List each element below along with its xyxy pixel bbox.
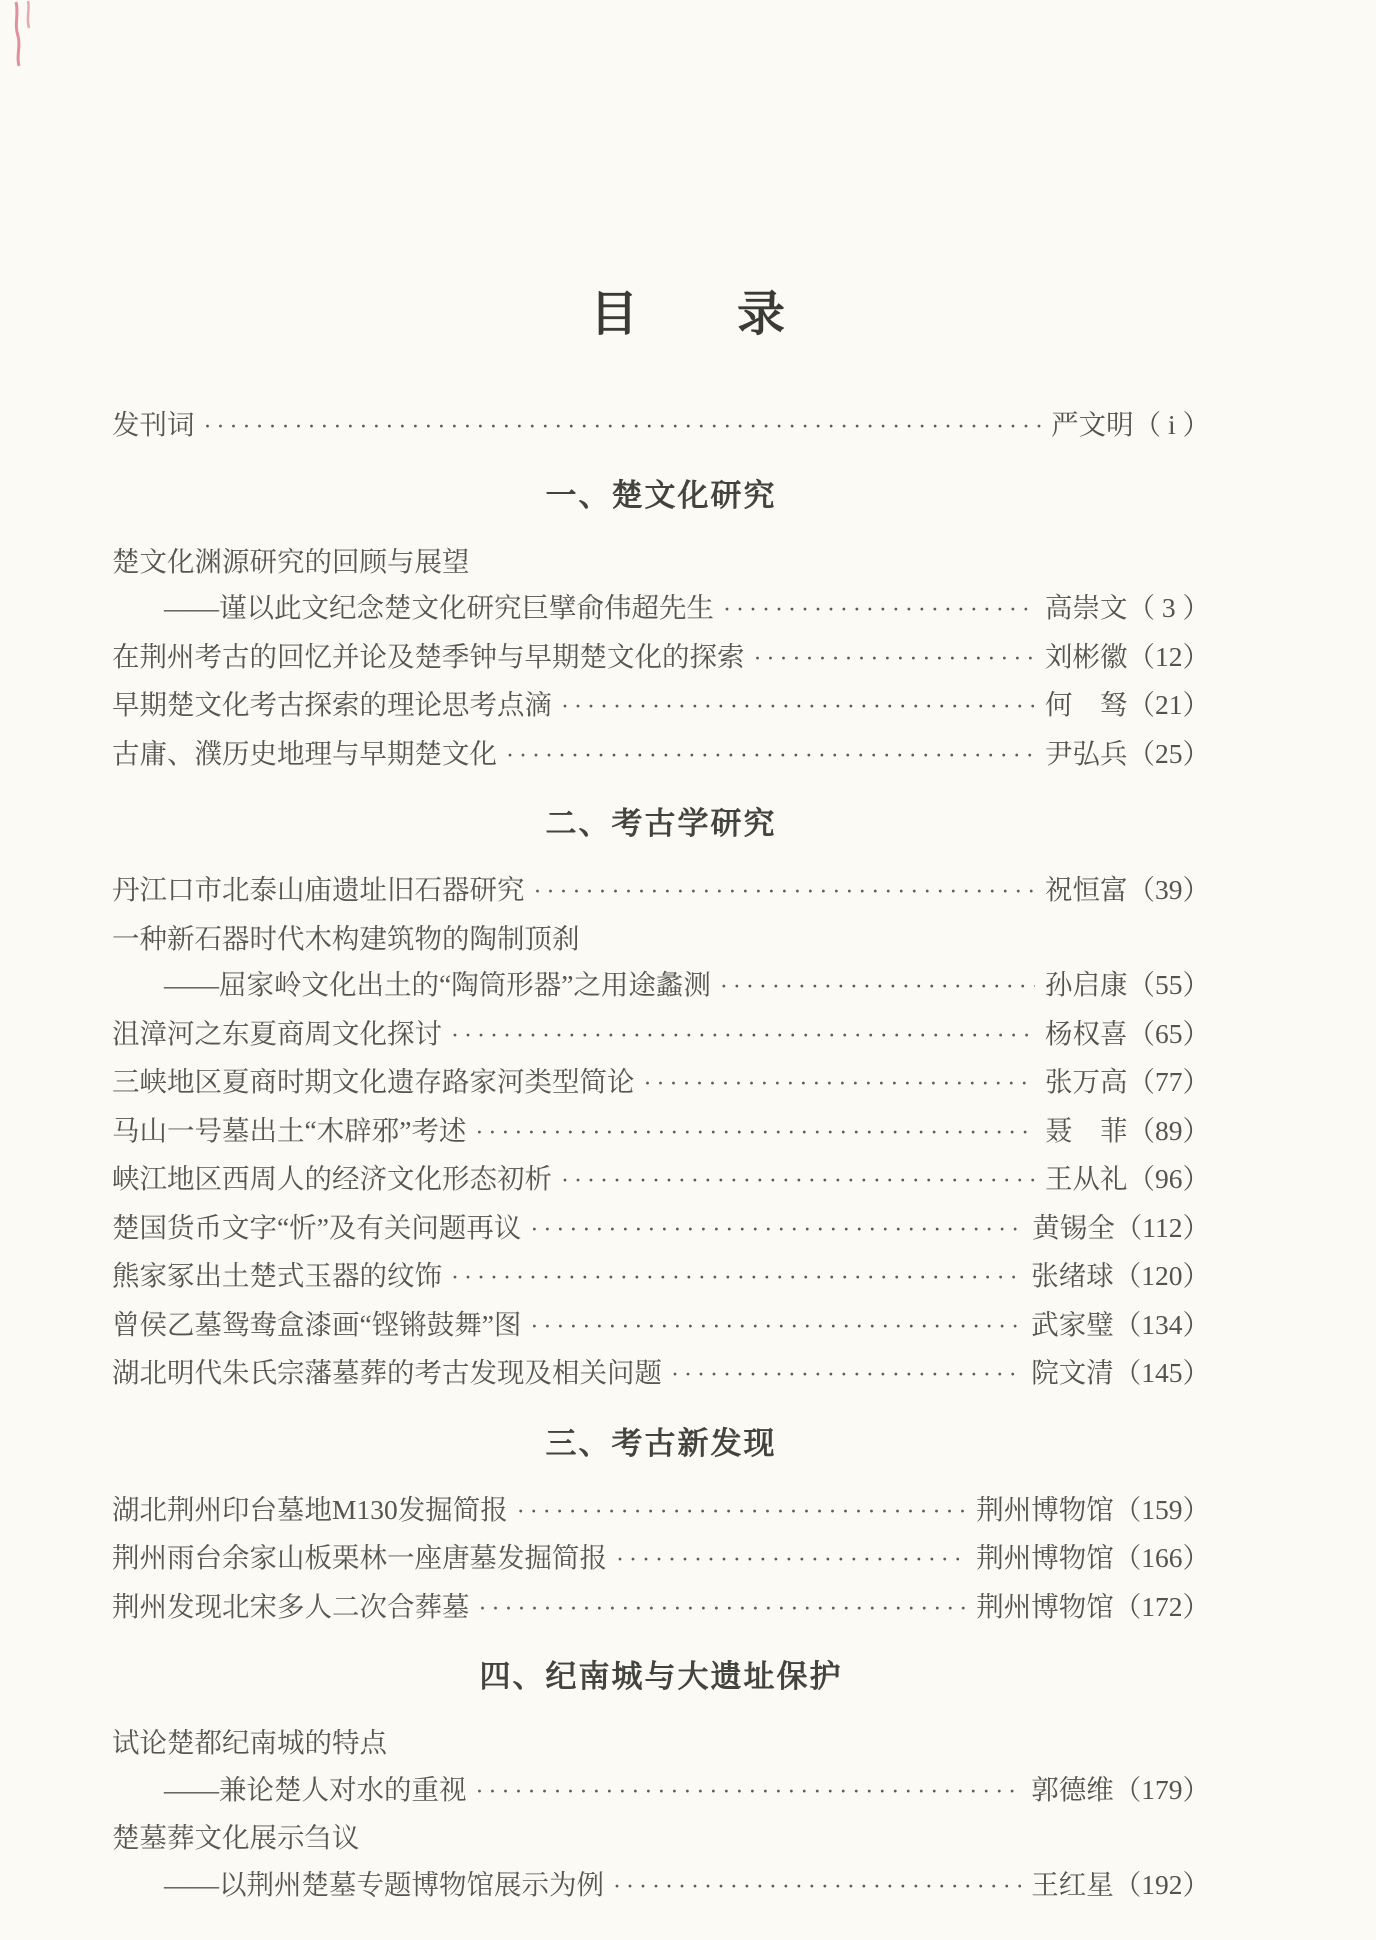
dot-leader (754, 636, 1036, 683)
entry-title: 在荆州考古的回忆并论及楚季钟与早期楚文化的探索 (112, 640, 745, 672)
page-title: 目 录 (589, 288, 786, 341)
entry-byline: 郭德维（179） (1031, 1773, 1210, 1805)
entry-byline: 何 驽（21） (1045, 689, 1210, 720)
dot-leader (561, 1158, 1035, 1205)
entry-title: 沮漳河之东夏商周文化探讨 (112, 1017, 442, 1049)
entry-title: 峡江地区西周人的经济文化形态初析 (112, 1163, 552, 1194)
dot-leader (613, 1864, 1021, 1911)
dot-leader (534, 869, 1036, 916)
dot-leader (476, 1769, 1022, 1816)
toc-title-row (112, 916, 1210, 963)
entry-title: 熊家冢出土楚式玉器的纹饰 (112, 1260, 442, 1291)
toc-entry-row (112, 731, 1210, 780)
toc-entry-row (112, 634, 1210, 683)
entry-title: 荆州雨台余家山板栗林一座唐墓发掘简报 (112, 1542, 607, 1573)
entry-title: 湖北荆州印台墓地M130发掘简报 (112, 1493, 508, 1525)
toc-entry-row (112, 962, 1210, 1011)
entry-title: 一种新石器时代木构建筑物的陶制顶刹 (112, 922, 580, 954)
entry-byline: 荆州博物馆（166） (976, 1542, 1210, 1573)
dot-leader (530, 1304, 1021, 1351)
toc-entry-row (112, 585, 1210, 634)
entry-title: 荆州发现北宋多人二次合葬墓 (112, 1590, 470, 1622)
dot-leader (451, 1013, 1035, 1060)
toc-entry-row (112, 402, 1210, 451)
entry-title: 曾侯乙墓鸳鸯盒漆画“铿锵鼓舞”图 (112, 1308, 522, 1340)
toc-entry-row (112, 1253, 1210, 1302)
entry-title: 楚国货币文字“忻”及有关问题再议 (112, 1211, 522, 1243)
entry-subtitle: ——谨以此文纪念楚文化研究巨擘俞伟超先生 (164, 592, 714, 623)
toc-title-row (112, 539, 1210, 586)
toc-entry-row (112, 1584, 1210, 1633)
entry-title: 早期楚文化考古探索的理论思考点滴 (112, 689, 552, 720)
toc-entry-row (112, 1862, 1210, 1911)
toc-entry-row (112, 1108, 1210, 1157)
toc-entry-row (112, 1011, 1210, 1060)
entry-byline: 尹弘兵（25） (1045, 737, 1210, 769)
dot-leader (475, 1110, 1035, 1157)
toc-entry-row (112, 1205, 1210, 1254)
entry-byline: 荆州博物馆（159） (976, 1493, 1210, 1525)
entry-byline: 高崇文（ 3 ） (1045, 592, 1210, 623)
entry-byline: 杨权喜（65） (1045, 1017, 1210, 1049)
entry-subtitle: ——兼论楚人对水的重视 (164, 1773, 467, 1805)
toc-entry-row (112, 1156, 1210, 1205)
toc-entry-row (112, 1059, 1210, 1108)
entry-title: 试论楚都纪南城的特点 (112, 1727, 387, 1758)
entry-title: 三峡地区夏商时期文化遗存路家河类型简论 (112, 1066, 635, 1097)
entry-byline: 院文清（145） (1031, 1357, 1210, 1388)
dot-leader (644, 1061, 1036, 1108)
entry-subtitle: ——以荆州楚墓专题博物馆展示为例 (164, 1868, 604, 1900)
dot-leader (479, 1586, 967, 1633)
toc-entry-row (112, 1350, 1210, 1399)
dot-leader (204, 404, 1042, 451)
dot-leader (506, 733, 1035, 780)
dot-leader (530, 1207, 1022, 1254)
toc-entry-row (112, 1535, 1210, 1584)
entry-byline: 聂 菲（89） (1045, 1114, 1210, 1146)
entry-title: 马山一号墓出土“木辟邪”考述 (112, 1114, 467, 1146)
toc-entry-row (112, 867, 1210, 916)
section-heading: 三、考古新发现 (545, 1425, 777, 1461)
red-pen-scan-artifact (6, 0, 46, 80)
entry-byline: 张绪球（120） (1031, 1260, 1210, 1291)
entry-byline: 严文明（ i ） (1051, 409, 1210, 440)
entry-title: 楚墓葬文化展示刍议 (112, 1822, 360, 1853)
table-of-contents (0, 402, 1376, 1910)
entry-title: 楚文化渊源研究的回顾与展望 (112, 545, 470, 577)
entry-title: 丹江口市北泰山庙遗址旧石器研究 (112, 874, 525, 905)
dot-leader (616, 1537, 966, 1584)
entry-byline: 黄锡全（112） (1032, 1211, 1210, 1243)
toc-title-row (112, 1815, 1210, 1862)
section-heading: 二、考古学研究 (545, 806, 777, 841)
toc-entry-row (112, 1487, 1210, 1536)
dot-leader (561, 684, 1035, 731)
toc-entry-row (112, 1767, 1210, 1816)
entry-byline: 王从礼（96） (1045, 1163, 1210, 1194)
entry-byline: 武家璧（134） (1031, 1308, 1210, 1340)
dot-leader (451, 1255, 1021, 1302)
dot-leader (671, 1352, 1021, 1399)
entry-byline: 王红星（192） (1031, 1868, 1210, 1900)
section-heading: 一、楚文化研究 (545, 477, 777, 513)
entry-byline: 张万高（77） (1045, 1066, 1210, 1097)
entry-byline: 孙启康（55） (1045, 969, 1210, 1000)
entry-title: 古庸、濮历史地理与早期楚文化 (112, 737, 497, 769)
dot-leader (723, 587, 1035, 634)
toc-entry-row (112, 1302, 1210, 1351)
entry-title: 湖北明代朱氏宗藩墓葬的考古发现及相关问题 (112, 1357, 662, 1388)
entry-byline: 祝恒富（39） (1045, 874, 1210, 905)
entry-title: 发刊词 (112, 409, 195, 440)
entry-byline: 荆州博物馆（172） (976, 1590, 1210, 1622)
entry-subtitle: ——屈家岭文化出土的“陶筒形器”之用途蠡测 (164, 969, 711, 1000)
dot-leader (517, 1489, 967, 1536)
entry-byline: 刘彬徽（12） (1045, 640, 1210, 672)
section-heading: 四、纪南城与大遗址保护 (479, 1659, 843, 1694)
toc-entry-row (112, 682, 1210, 731)
toc-title-row (112, 1720, 1210, 1767)
dot-leader (720, 964, 1035, 1011)
